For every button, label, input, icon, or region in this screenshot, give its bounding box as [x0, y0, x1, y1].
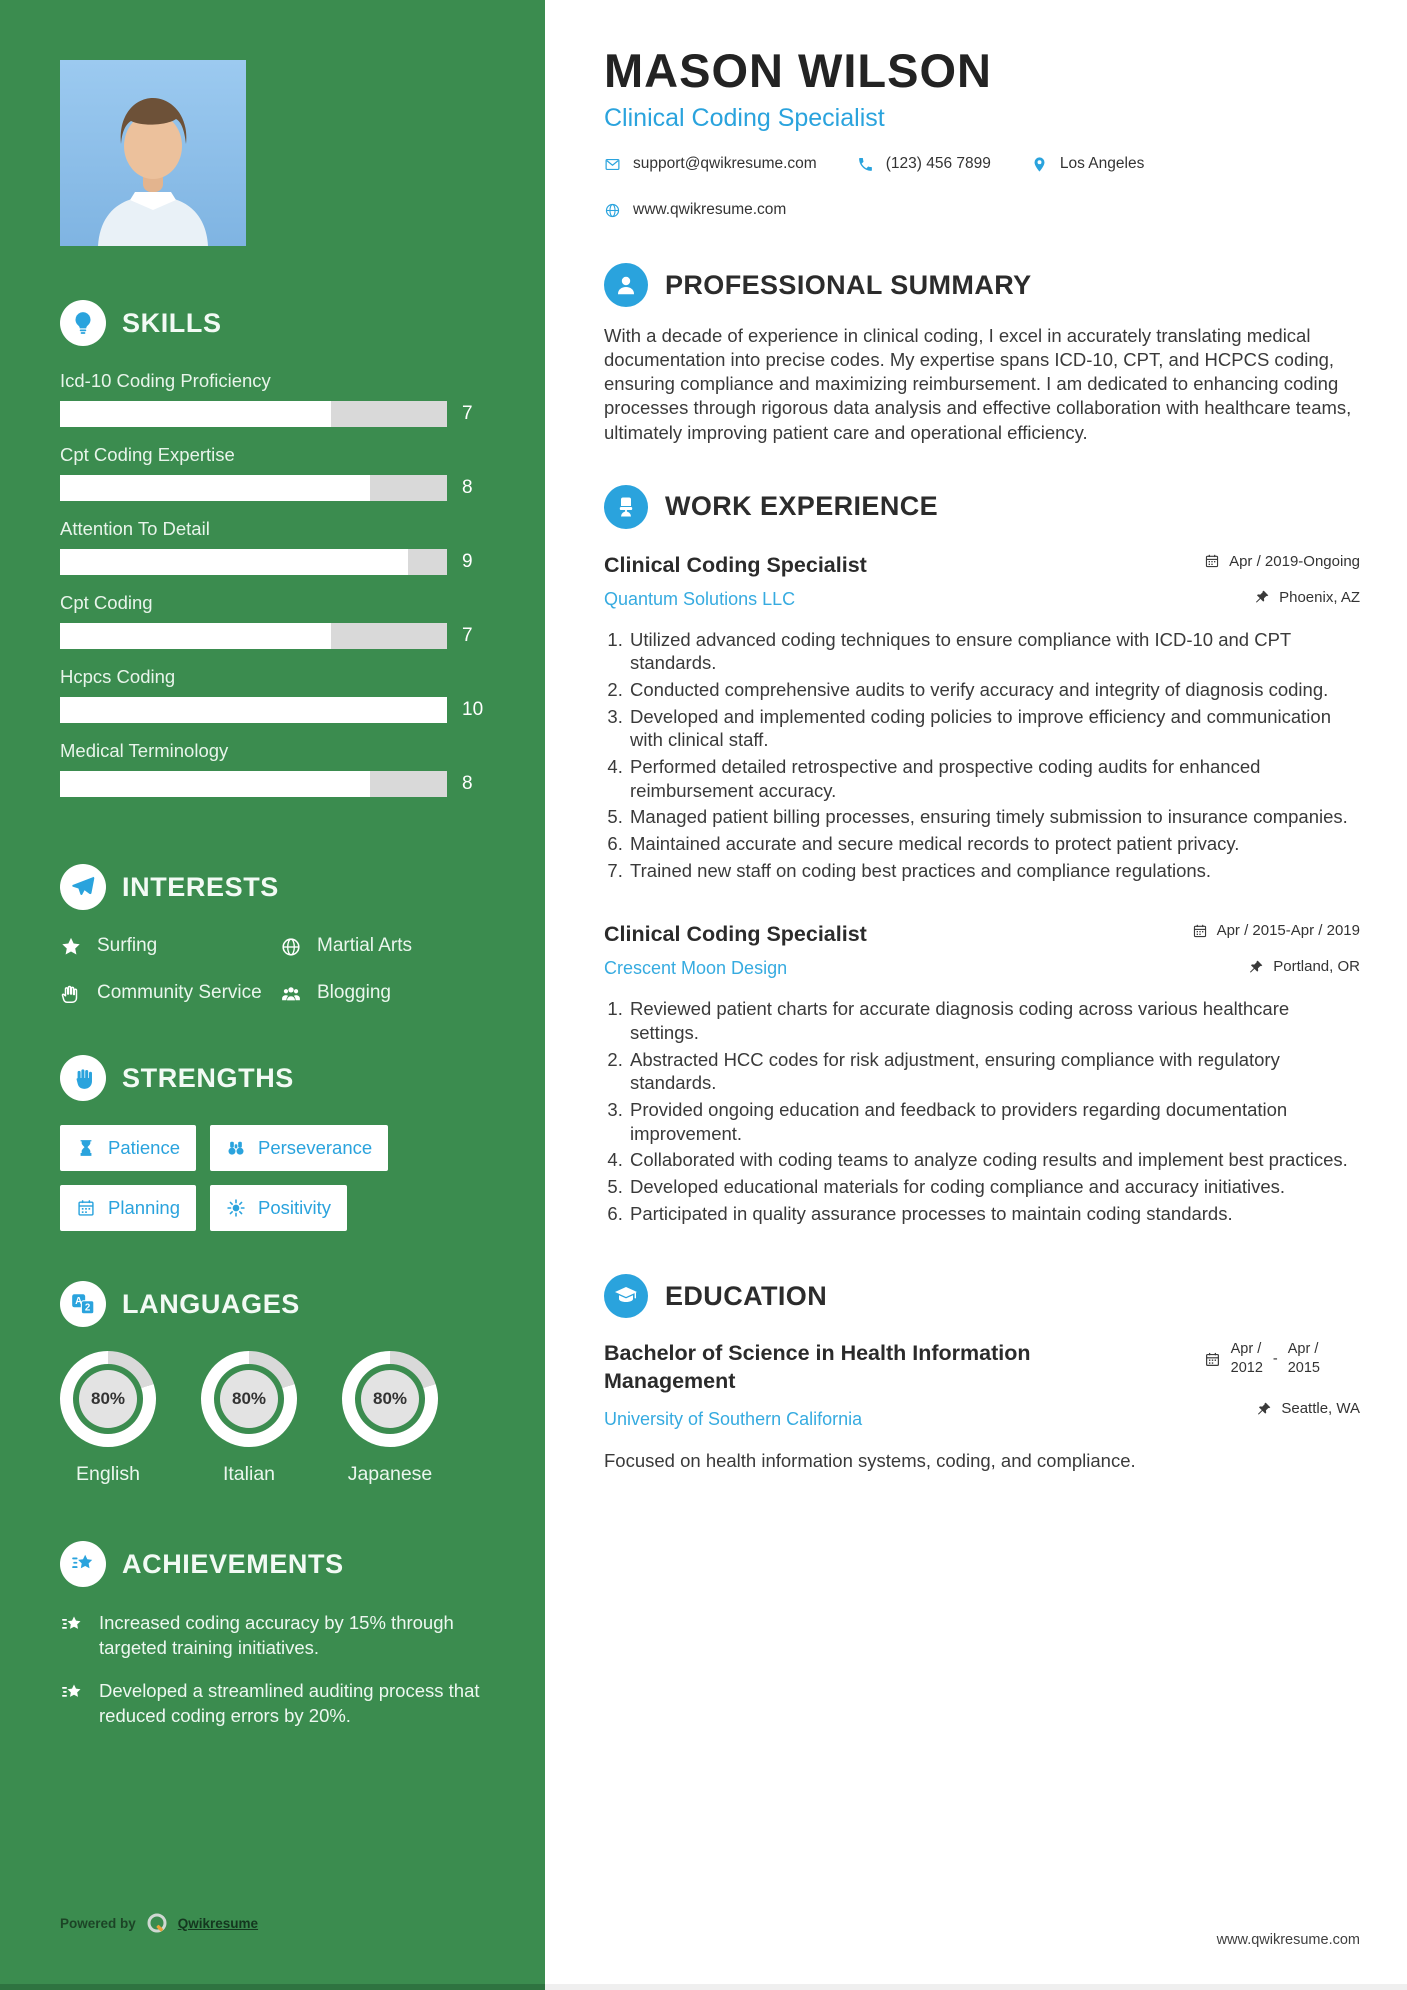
skill-bar — [60, 697, 490, 723]
candidate-title: Clinical Coding Specialist — [604, 104, 885, 133]
skill-item — [60, 370, 490, 427]
job-title: Clinical Coding Specialist — [604, 922, 867, 947]
interest-item — [60, 934, 270, 959]
education-badge — [604, 1274, 648, 1318]
interest-item — [60, 981, 270, 1006]
skill-label: Cpt Coding — [60, 592, 153, 613]
interest-label: Martial Arts — [317, 935, 413, 956]
languages-badge — [60, 1281, 106, 1327]
experience-bullet: 1. Reviewed patient charts for accurate diagnosis coding across various healthcare settings. — [628, 997, 1360, 1044]
strength-chip — [60, 1185, 196, 1231]
job-entry — [604, 553, 1360, 883]
pushpin-icon — [1248, 959, 1264, 975]
graduation-icon — [614, 1284, 638, 1308]
summary-badge — [604, 263, 648, 307]
experience-badge — [604, 485, 648, 529]
language-item — [201, 1351, 297, 1486]
skill-bar — [60, 401, 490, 427]
interests-section — [60, 864, 490, 1005]
map-pin-icon — [1031, 156, 1048, 173]
education-date-end: Apr / 2015 — [1287, 1341, 1320, 1377]
skill-value: 9 — [462, 551, 473, 572]
language-label: Italian — [222, 1463, 276, 1486]
skill-bar-track — [60, 771, 447, 797]
skill-label: Icd-10 Coding Proficiency — [60, 370, 271, 391]
education-right — [1100, 1340, 1360, 1430]
page-bottom-edge-gray — [545, 1984, 1407, 1990]
achievement-text: Increased coding accuracy by 15% through targeted training initiatives. — [99, 1612, 454, 1658]
languages-section — [60, 1281, 490, 1486]
hand-icon — [60, 983, 82, 1005]
language-ring — [201, 1351, 297, 1447]
strengths-heading: STRENGTHS — [122, 1062, 294, 1093]
skill-label: Hcpcs Coding — [60, 666, 176, 687]
language-percent: 80% — [220, 1370, 278, 1428]
qwikresume-link[interactable]: Qwikresume — [177, 1915, 259, 1931]
skill-value: 8 — [462, 773, 473, 794]
summary-heading: PROFESSIONAL SUMMARY — [665, 269, 1032, 300]
skill-bar-track — [60, 475, 447, 501]
interests-list — [60, 934, 490, 1005]
users-icon — [280, 983, 302, 1005]
sidebar-footer — [60, 1911, 490, 1935]
skill-value: 7 — [462, 625, 473, 646]
experience-bullet: 5. Developed educational materials for coding compliance and accuracy initiatives. — [628, 1175, 1360, 1199]
language-item — [60, 1351, 156, 1486]
main-content — [545, 0, 1407, 1990]
contact-phone — [857, 155, 991, 173]
skills-section — [60, 300, 490, 814]
skill-item — [60, 592, 490, 649]
experience-bullet: 3. Provided ongoing education and feedback to providers regarding documentation improvement. — [628, 1098, 1360, 1145]
job-date-text: Apr / 2019-Ongoing — [1229, 552, 1360, 570]
experience-bullet: 2. Abstracted HCC codes for risk adjustment, ensuring compliance with regulatory standards. — [628, 1048, 1360, 1095]
profile-photo — [60, 60, 246, 246]
star-icon — [60, 936, 82, 958]
calendar-icon — [1204, 1351, 1221, 1368]
interest-label: Surfing — [97, 935, 158, 956]
paper-plane-icon — [70, 874, 96, 900]
education-left — [604, 1340, 1100, 1430]
achievement-item — [60, 1611, 490, 1660]
interest-item — [280, 981, 490, 1006]
lightbulb-icon — [70, 310, 96, 336]
language-ring — [60, 1351, 156, 1447]
website-text: www.qwikresume.com — [633, 201, 787, 219]
job-location-text: Phoenix, AZ — [1279, 588, 1360, 606]
phone-text: (123) 456 7899 — [885, 155, 991, 173]
achievement-text: Developed a streamlined auditing process that reduced coding errors by 20%. — [99, 1680, 480, 1726]
language-label: English — [76, 1463, 140, 1486]
location-text: Los Angeles — [1059, 155, 1145, 173]
office-chair-icon — [614, 495, 638, 519]
interest-label: Community Service — [97, 981, 262, 1003]
translate-icon — [70, 1291, 96, 1317]
skills-heading: SKILLS — [122, 307, 222, 338]
phone-icon — [857, 156, 874, 173]
sun-icon — [226, 1198, 246, 1218]
pushpin-icon — [1256, 1401, 1272, 1417]
skill-bar-fill — [60, 623, 331, 649]
languages-list — [60, 1351, 490, 1486]
skills-header — [60, 300, 490, 346]
achievements-heading: ACHIEVEMENTS — [122, 1548, 344, 1579]
contact-website — [604, 201, 786, 219]
experience-bullet: 7. Trained new staff on coding best practices and compliance regulations. — [628, 859, 1360, 883]
skill-bar-track — [60, 401, 447, 427]
job-bullets — [604, 628, 1360, 883]
binoculars-icon — [226, 1138, 246, 1158]
shooting-star-icon — [60, 1613, 84, 1637]
experience-bullet: 2. Conducted comprehensive audits to verify accuracy and integrity of diagnosis coding. — [628, 678, 1360, 702]
interests-header — [60, 864, 490, 910]
job-company-link[interactable]: Crescent Moon Design — [604, 958, 788, 979]
achievements-badge — [60, 1541, 106, 1587]
job-top-row — [604, 922, 1360, 947]
footer-url: www.qwikresume.com — [1216, 1932, 1360, 1948]
language-percent: 80% — [79, 1370, 137, 1428]
strength-label: Planning — [108, 1197, 181, 1219]
calendar-icon — [76, 1198, 96, 1218]
job-top-row — [604, 553, 1360, 578]
skill-bar-fill — [60, 475, 370, 501]
skill-bar-fill — [60, 697, 447, 723]
languages-header — [60, 1281, 490, 1327]
job-bullets — [604, 997, 1360, 1225]
strength-chip — [210, 1125, 388, 1171]
hourglass-icon — [76, 1138, 96, 1158]
interests-badge — [60, 864, 106, 910]
page-bottom-edge-green — [0, 1984, 545, 1990]
experience-header — [604, 485, 1360, 529]
job-company-link[interactable]: Quantum Solutions LLC — [604, 588, 796, 609]
job-location-text: Portland, OR — [1273, 958, 1360, 976]
powered-by-label: Powered by — [60, 1915, 136, 1931]
contact-email — [604, 155, 817, 173]
skill-bar-fill — [60, 771, 370, 797]
education-school-link[interactable]: University of Southern California — [604, 1409, 863, 1430]
skill-bar-track — [60, 697, 447, 723]
job-date — [1192, 922, 1360, 939]
experience-bullet: 1. Utilized advanced coding techniques to ensure compliance with ICD-10 and CPT standards. — [628, 628, 1360, 675]
language-ring-gap — [214, 1364, 284, 1434]
achievements-section — [60, 1541, 490, 1747]
skill-item — [60, 444, 490, 501]
strength-chip — [210, 1185, 347, 1231]
calendar-icon — [1204, 553, 1220, 569]
envelope-icon — [604, 156, 621, 173]
strength-label: Positivity — [258, 1197, 332, 1219]
interests-heading: INTERESTS — [122, 871, 279, 902]
skill-item — [60, 740, 490, 797]
user-icon — [614, 273, 638, 297]
skill-bar-fill — [60, 401, 331, 427]
education-location: Seattle, WA — [1256, 1400, 1360, 1417]
strengths-header — [60, 1055, 490, 1101]
job-date-text: Apr / 2015-Apr / 2019 — [1216, 922, 1360, 940]
skill-value: 7 — [462, 403, 473, 424]
skills-badge — [60, 300, 106, 346]
experience-bullet: 5. Managed patient billing processes, ensuring timely submission to insurance companies. — [628, 805, 1360, 829]
education-heading: EDUCATION — [665, 1280, 828, 1311]
shooting-star-icon — [60, 1681, 84, 1705]
calendar-icon — [1192, 923, 1208, 939]
experience-bullet: 6. Maintained accurate and secure medical records to protect patient privacy. — [628, 832, 1360, 856]
globe-icon — [280, 936, 302, 958]
experience-bullet: 6. Participated in quality assurance processes to maintain coding standards. — [628, 1202, 1360, 1226]
achievements-header — [60, 1541, 490, 1587]
skill-bar-track — [60, 549, 447, 575]
skill-label: Medical Terminology — [60, 740, 229, 761]
education-entry — [604, 1340, 1360, 1430]
skill-bar-track — [60, 623, 447, 649]
skill-bar — [60, 549, 490, 575]
education-degree: Bachelor of Science in Health Information Management — [604, 1341, 1031, 1393]
candidate-name: MASON WILSON — [604, 44, 992, 97]
job-sub-row — [604, 958, 1360, 979]
pushpin-icon — [1254, 589, 1270, 605]
languages-heading: LANGUAGES — [122, 1288, 300, 1319]
sidebar — [0, 0, 545, 1990]
contact-info — [604, 155, 1304, 219]
email-text: support@qwikresume.com — [633, 155, 817, 173]
experience-heading: WORK EXPERIENCE — [665, 491, 939, 522]
strength-label: Patience — [108, 1137, 180, 1159]
skill-item — [60, 518, 490, 575]
interest-label: Blogging — [317, 981, 391, 1003]
language-ring — [342, 1351, 438, 1447]
education-date-start: Apr / 2012 — [1230, 1341, 1263, 1377]
skill-bar — [60, 771, 490, 797]
education-date-range — [1204, 1340, 1320, 1378]
shooting-star-icon — [70, 1551, 96, 1577]
language-item — [342, 1351, 438, 1486]
education-header — [604, 1274, 1360, 1318]
achievement-item — [60, 1679, 490, 1728]
skill-bar — [60, 623, 490, 649]
job-sub-row — [604, 589, 1360, 610]
skill-value: 10 — [462, 699, 484, 720]
job-location — [1248, 958, 1360, 975]
globe-icon — [604, 202, 621, 219]
skill-label: Cpt Coding Expertise — [60, 444, 235, 465]
job-entry — [604, 922, 1360, 1225]
skill-value: 8 — [462, 477, 473, 498]
skill-label: Attention To Detail — [60, 518, 210, 539]
summary-header — [604, 263, 1360, 307]
job-location — [1254, 589, 1360, 606]
strength-label: Perseverance — [258, 1137, 373, 1159]
experience-bullet: 4. Collaborated with coding teams to analyze coding results and implement best practices. — [628, 1148, 1360, 1172]
experience-bullet: 4. Performed detailed retrospective and prospective coding audits for enhanced reimbursement accuracy. — [628, 755, 1360, 802]
job-title: Clinical Coding Specialist — [604, 552, 867, 577]
strengths-badge — [60, 1055, 106, 1101]
qwikresume-logo-icon — [145, 1911, 169, 1935]
language-percent: 80% — [361, 1370, 419, 1428]
job-date — [1204, 553, 1360, 570]
interest-item — [280, 934, 490, 959]
achievements-list — [60, 1611, 490, 1728]
strength-chip — [60, 1125, 196, 1171]
language-ring-gap — [355, 1364, 425, 1434]
language-label: Japanese — [347, 1463, 433, 1486]
skills-list — [60, 370, 490, 797]
skill-bar-fill — [60, 549, 408, 575]
contact-location — [1031, 155, 1144, 173]
strengths-section — [60, 1055, 490, 1231]
education-date-separator: - — [1272, 1351, 1278, 1368]
skill-bar — [60, 475, 490, 501]
language-ring-gap — [73, 1364, 143, 1434]
experience-bullet: 3. Developed and implemented coding policies to improve efficiency and communication with clinical staff. — [628, 705, 1360, 752]
experience-jobs — [604, 529, 1360, 1229]
summary-text: With a decade of experience in clinical coding, I excel in accurately translating medical documentation into precise codes. My expertise spans ICD-10, CPT, and HCPCS coding, ensuring compliance and maximizing reimbursement. I am dedicated to enhancing coding processes through rigorous data analysis and effective collaboration with healthcare teams, ultimately improving patient care and operational efficiency. — [604, 325, 1352, 443]
education-description: Focused on health information systems, coding, and compliance. — [604, 1450, 1136, 1472]
fist-icon — [70, 1065, 96, 1091]
strengths-list — [60, 1125, 490, 1231]
skill-item — [60, 666, 490, 723]
